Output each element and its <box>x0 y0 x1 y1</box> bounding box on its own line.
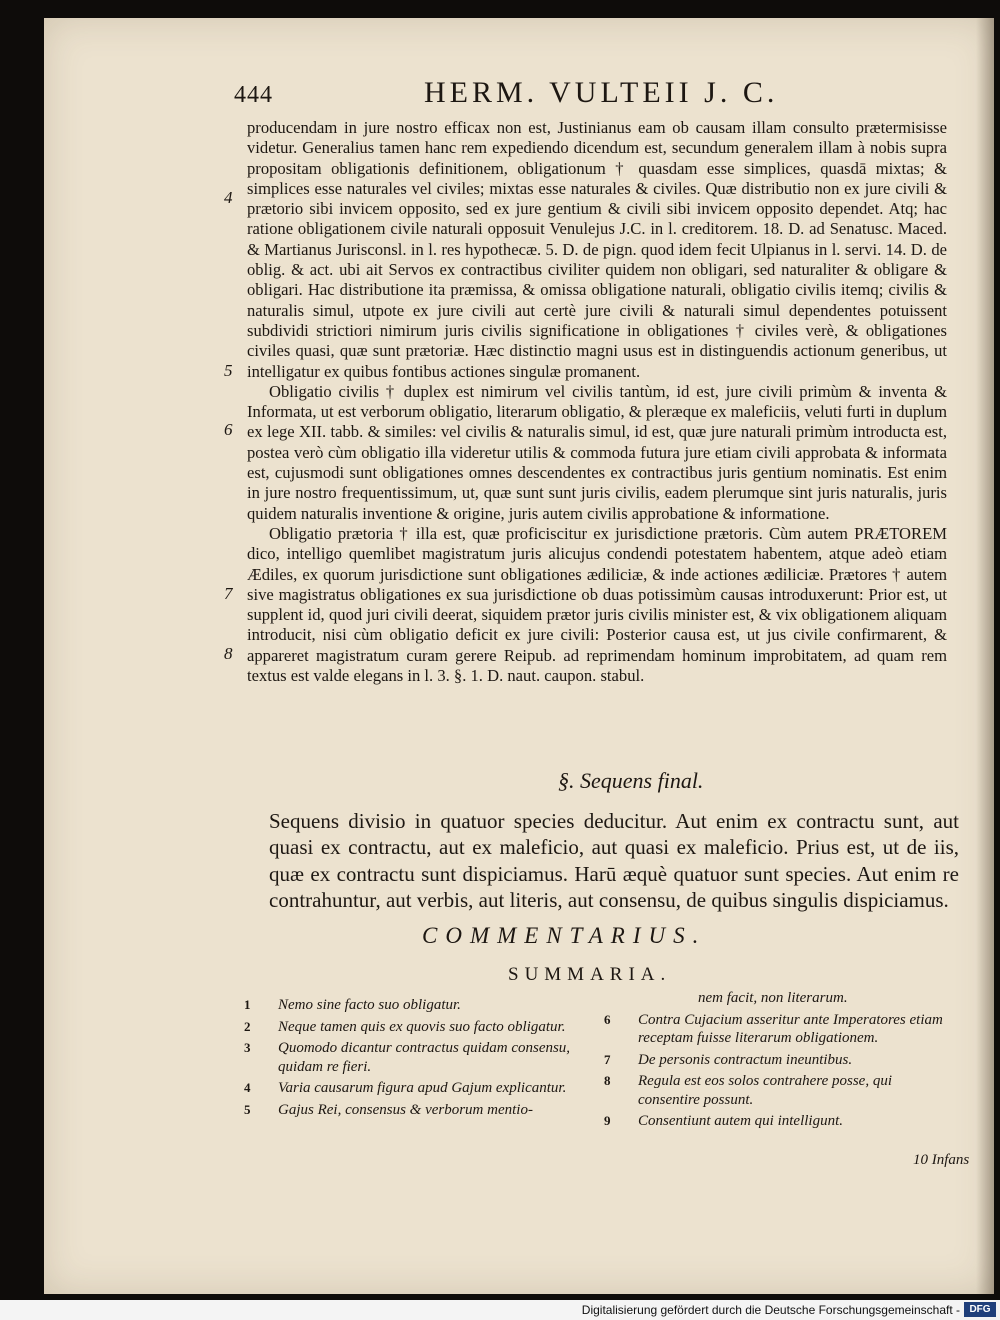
commentary-title: COMMENTARIUS. <box>422 923 707 948</box>
entry-number: 2 <box>244 1018 251 1034</box>
section-text: Sequens divisio in quatuor species deducitur. Aut enim ex contractu sunt, aut quasi ex contractu, aut ex maleficio, aut quasi ex maleficio. Prius est, ut de iis, quæ ex contractu sunt dispiciamus. Harū æquè quatuor sunt species. Aut enim re contrahuntur, aut verbis, aut literis, aut consensu, de quibus singulis dispiciamus. <box>269 809 959 912</box>
summary-entry <box>244 1039 574 1076</box>
section-title: §. Sequens final. <box>558 768 704 793</box>
paragraph: producendam in jure nostro efficax non est, Justinianus eam ob causam illam consulto prætermisisse videtur. Generalius tamen hanc rem expediendo dicendum est, secundum generalem illam à nobis supra propositam obligationis definitionem, obligationum † quasdam esse simplices, quasdā mixtas; & simplices esse naturales vel civiles; mixtas esse naturales & civiles. Quæ distributio non ex jure civili & prætorio sibi invicem opposito, sed ex jure gentium & civili sibi invicem opposito dependet. Atq; hac ratione obligationem civile naturali opposuit Venulejus J.C. in l. creditorem. 18. D. ad Senatusc. Maced. & Martianus Jurisconsl. in l. res hypothecæ. 5. D. de pign. quod idem fecit Ulpianus in l. servi. 14. D. de oblig. & act. ubi ait Servos ex contractibus civiliter quidem non obligari, sed naturaliter & obligare & obligari. Hac distributione ita præmissa, & omissa obligatione naturali, obligatio civilis itemq; civilis & naturalis simul, utpote ex jure civili aut certè jure civili & naturali simul dependentes potuissent subdividi strictiori nimirum juris civilis significatione in obligationes † civiles verè, & obligationes civiles quasi, quæ sunt prætoriæ. Hæc distinctio magni usus est in distinguendis actionum generibus, ut intelligatur ex quibus fontibus actiones singulæ promanent. <box>247 118 947 381</box>
summary-entry <box>604 1011 949 1048</box>
entry-number: 5 <box>244 1101 251 1117</box>
summary-entry <box>244 1101 574 1120</box>
margin-number: 6 <box>224 420 233 439</box>
running-head <box>44 76 994 112</box>
summary-entry <box>244 1079 574 1098</box>
entry-number: 1 <box>244 997 251 1012</box>
paragraph: Obligatio prætoria † illa est, quæ proficiscitur ex jurisdictione prætoris. Cùm autem PRÆTOREM dico, intelligo quemlibet magistratum juris alicujus condendi potestatem habentem, atque adeò etiam Ædiles, ex quorum jurisdictione sunt obligationes ædiliciæ, & inde actiones ædiliciæ. Prætores † autem sive magistratus obligationes ex sua jurisdictione ob duas potissimùm causas introduxerunt: Prior est, ut supplent id, quod juri civili deerat, siquidem prætor juris civilis minister est, & vix obligationem aliquam introducit, nisi cùm obligatio deficit ex jure civili: Posterior causa est, ut jus civile confirmarent, & appareret magistratum curam gerere Reipub. ad reprimendam hominum improbitatem, ad quam rem textus est valde elegans in l. 3. §. 1. D. naut. caupon. stabul. <box>247 523 947 686</box>
entry-number: 6 <box>604 1011 611 1027</box>
entry-number: 7 <box>604 1051 611 1067</box>
entry-number: 3 <box>244 1040 251 1055</box>
entry-number: 4 <box>244 1080 251 1095</box>
entry-text: Contra Cujacium asseritur ante Imperatores etiam receptam fuisse literarum obligationem. <box>638 1011 943 1046</box>
book-page <box>44 18 994 1294</box>
entry-text: Nemo sine facto suo obligatur. <box>278 997 461 1013</box>
digitization-footer <box>0 1300 1000 1320</box>
margin-number: 8 <box>224 644 233 663</box>
entry-text: Regula est eos solos contrahere posse, qui consentire possunt. <box>638 1073 892 1108</box>
summary-entry <box>604 1112 949 1131</box>
entry-text: Gajus Rei, consensus & verborum mentio- <box>278 1101 533 1118</box>
running-title: HERM. VULTEII J. C. <box>424 76 779 109</box>
margin-numbers <box>44 18 233 1294</box>
summaria-left-column <box>244 996 574 1122</box>
summary-entry <box>244 1018 574 1037</box>
entry-text: Neque tamen quis ex quovis suo facto obligatur. <box>278 1018 566 1035</box>
entry-number: 9 <box>604 1113 611 1128</box>
funding-credit: Digitalisierung gefördert durch die Deutsche Forschungsgemeinschaft - <box>581 1303 960 1317</box>
dfg-logo-icon: DFG <box>964 1302 996 1317</box>
summary-entry <box>604 1072 949 1109</box>
summary-entry <box>604 1051 949 1070</box>
entry-text: Consentiunt autem qui intelligunt. <box>638 1113 843 1129</box>
entry-text: Quomodo dicantur contractus quidam consensu, quidam re fieri. <box>278 1040 571 1075</box>
margin-number: 5 <box>224 361 233 380</box>
page-number: 444 <box>234 82 273 108</box>
paragraph: Obligatio civilis † duplex est nimirum vel civilis tantùm, id est, jure civili primùm & inventa & Informata, ut est verborum obligatio, literarum obligatio, & pleræque ex maleficiis, veluti furti in duplum ex lege XII. tabb. & similes: vel civilis & naturalis simul, id est, quæ jure naturali primùm introducta est, postea verò cùm obligatio illa videretur utilis & commoda futura jure etiam civili approbata & informata est, cujusmodi sunt obligationes omnes descendentes ex contractibus juris gentium nominatis. Est enim in jure nostro frequentissimum, ut, quæ sunt sunt juris civilis, eadem plerumque sint juris naturalis, juris quidem naturalis inventione & origine, juris autem civilis approbatione & informatione. <box>247 381 947 523</box>
margin-number: 4 <box>224 188 233 207</box>
main-text <box>247 118 947 686</box>
entry-number: 8 <box>604 1073 611 1088</box>
entry-text: De personis contractum ineuntibus. <box>638 1051 853 1068</box>
summaria-title: SUMMARIA. <box>508 964 672 985</box>
entry-continuation: nem facit, non literarum. <box>698 990 848 1006</box>
summaria-right-column <box>604 990 949 1134</box>
catchword: 10 Infans <box>913 1152 970 1168</box>
summary-entry <box>244 996 574 1015</box>
margin-number: 7 <box>224 584 233 603</box>
entry-text: Varia causarum figura apud Gajum explicantur. <box>278 1080 567 1096</box>
